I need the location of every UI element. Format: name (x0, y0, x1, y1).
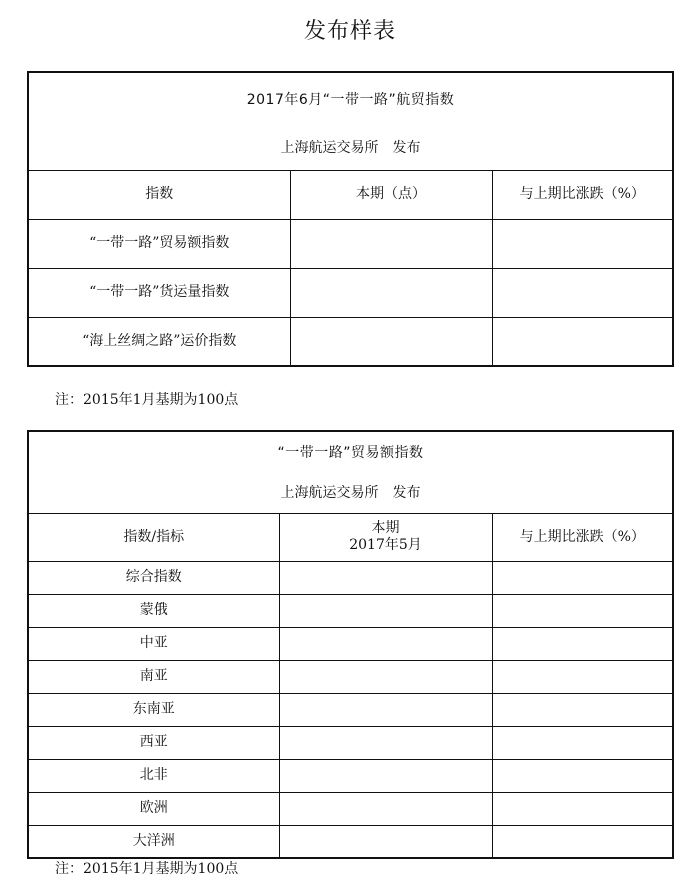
table2-row-label: 西亚 (28, 726, 279, 759)
table1-note: 注：2015年1月基期为100点 (55, 392, 239, 408)
table2-row-label: 南亚 (28, 660, 279, 693)
table2-row-change (492, 693, 673, 726)
table2-row-label: 综合指数 (28, 561, 279, 594)
table2-row-change (492, 660, 673, 693)
table2-row-current (279, 693, 492, 726)
table2-row-current (279, 561, 492, 594)
table2-publisher: 上海航运交易所 发布 (28, 475, 673, 513)
table1-row-change (492, 317, 673, 366)
table1-header-change: 与上期比涨跌（%） (492, 170, 673, 219)
table-row (28, 268, 673, 317)
table2-header-change: 与上期比涨跌（%） (492, 513, 673, 561)
table-row (28, 219, 673, 268)
table-row (28, 759, 673, 792)
table2-row-current (279, 792, 492, 825)
table2-header-index: 指数/指标 (28, 513, 279, 561)
table2-row-label: 蒙俄 (28, 594, 279, 627)
table1-header-current: 本期（点） (290, 170, 492, 219)
table-row (28, 561, 673, 594)
table2-header-row (28, 513, 673, 561)
table2-row-label: 中亚 (28, 627, 279, 660)
table2-row-label: 大洋洲 (28, 825, 279, 858)
page-title: 发布样表 (303, 19, 396, 44)
table2-row-current (279, 726, 492, 759)
table2-row-label: 欧洲 (28, 792, 279, 825)
table1-title: 2017年6月“一带一路”航贸指数 (28, 72, 673, 128)
table2-row-current (279, 825, 492, 858)
monthly-index-table (27, 71, 674, 367)
table1-row-label: “一带一路”贸易额指数 (28, 219, 290, 268)
table1-header-row (28, 170, 673, 219)
table2-row-change (492, 825, 673, 858)
table2-row-current (279, 759, 492, 792)
table-row (28, 317, 673, 366)
table-row (28, 792, 673, 825)
table1-header-index: 指数 (28, 170, 290, 219)
table2-row-change (492, 726, 673, 759)
table2-row-change (492, 561, 673, 594)
table2-row-current (279, 627, 492, 660)
table1-row-change (492, 219, 673, 268)
table-row (28, 594, 673, 627)
table1-row-change (492, 268, 673, 317)
table1-row-current (290, 219, 492, 268)
table1-row-current (290, 317, 492, 366)
table1-row-label: “一带一路”货运量指数 (28, 268, 290, 317)
table2-row-change (492, 627, 673, 660)
table2-note: 注：2015年1月基期为100点 (55, 861, 239, 877)
table1-publisher: 上海航运交易所 发布 (28, 128, 673, 170)
table2-row-current (279, 594, 492, 627)
table2-header-current-period: 2017年5月 (349, 537, 422, 553)
table2-row-current (279, 660, 492, 693)
table2-row-change (492, 792, 673, 825)
table-row (28, 627, 673, 660)
table-row (28, 660, 673, 693)
table2-row-label: 东南亚 (28, 693, 279, 726)
table2-row-change (492, 759, 673, 792)
table-row (28, 726, 673, 759)
table2-row-label: 北非 (28, 759, 279, 792)
table1-row-current (290, 268, 492, 317)
trade-index-table (27, 430, 674, 859)
table-row (28, 693, 673, 726)
table1-row-label: “海上丝绸之路”运价指数 (28, 317, 290, 366)
table2-title: “一带一路”贸易额指数 (28, 431, 673, 475)
table2-header-current (279, 513, 492, 561)
table2-row-change (492, 594, 673, 627)
table-row (28, 825, 673, 858)
table2-header-current-label: 本期 (371, 520, 400, 536)
